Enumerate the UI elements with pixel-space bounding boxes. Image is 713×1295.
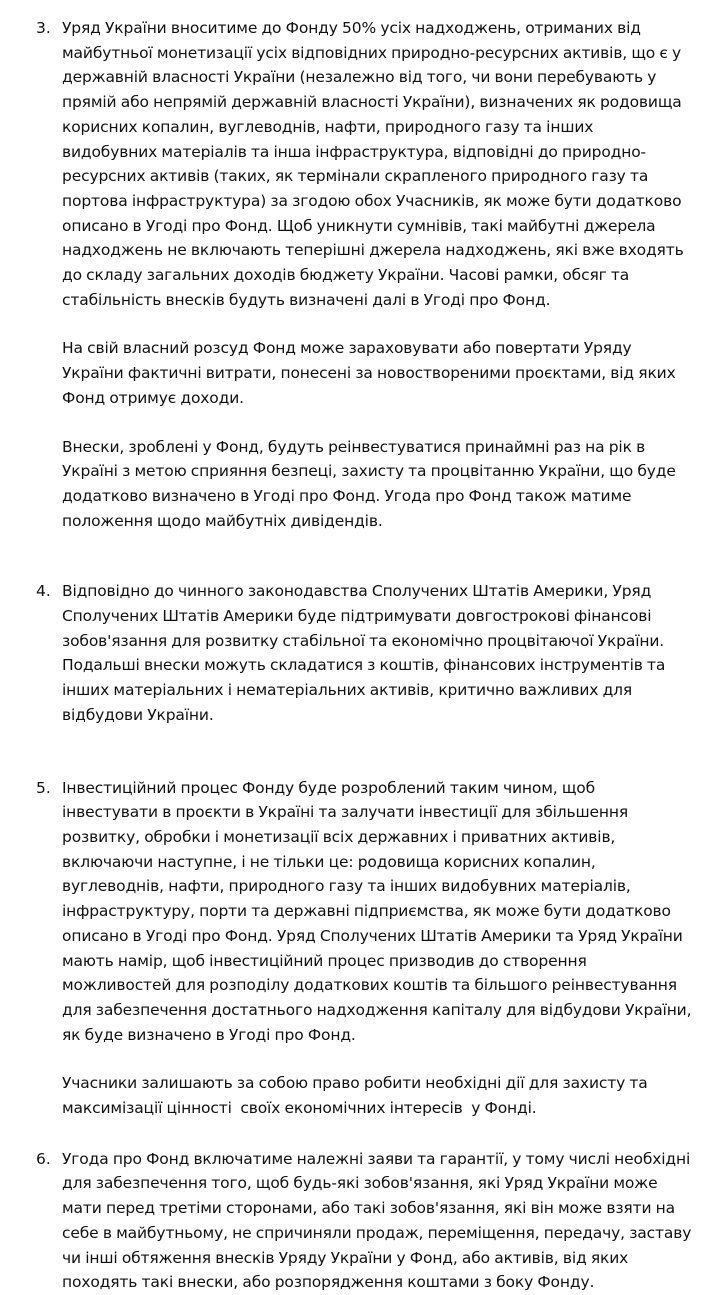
text-line: Учасники залишають за собою право робити необхідні дії для захисту та [62, 1074, 648, 1093]
text-line: відбудови України. [62, 705, 214, 724]
text-line: Угода про Фонд включатиме належні заяви та гарантії, у тому числі необхідні [62, 1149, 691, 1168]
text-line: до складу загальних доходів бюджету України. Часові рамки, обсяг та [62, 266, 630, 285]
text-line: Відповідно до чинного законодавства Сполучених Штатів Америки, Уряд [62, 582, 652, 601]
text-line: інших матеріальних і нематеріальних активів, критично важливих для [62, 681, 633, 700]
item-number: 6. [36, 1149, 51, 1168]
paragraph [62, 1071, 695, 1120]
text-line: Україні з метою сприяння безпеці, захисту та процвітанню України, що буде [62, 462, 676, 481]
paragraph [62, 579, 695, 727]
text-line: Подальші внески можуть складатися з коштів, фінансових інструментів та [62, 656, 666, 675]
text-line: розвитку, обробки і монетизації всіх державних і приватних активів, [62, 827, 616, 846]
text-line: На свій власний розсуд Фонд може зараховувати або повертати Уряду [62, 339, 632, 358]
text-line: вуглеводнів, нафти, природного газу та інших видобувних матеріалів, [62, 877, 631, 896]
text-line: себе в майбутньому, не спричиняли продаж, переміщення, передачу, заставу [62, 1223, 692, 1242]
text-line: можливостей для розподілу додаткових коштів та більшого реінвестування [62, 976, 677, 995]
text-line: додатково визначено в Угоді про Фонд. Угода про Фонд також матиме [62, 486, 632, 505]
text-line: прямій або непрямій державній власності України), визначених як родовища [62, 93, 682, 112]
text-line: портова інфраструктура) за згодою обох Учасників, як може бути додатково [62, 191, 682, 210]
text-line: максимізації цінності своїх економічних інтересів у Фонді. [62, 1099, 537, 1118]
paragraph [62, 336, 695, 410]
text-line: для забезпечення того, щоб будь-які зобов'язання, які Уряд України може [62, 1174, 658, 1193]
item-number: 3. [36, 19, 51, 37]
text-line: надходжень не включають теперішні джерела надходжень, які вже входять [62, 241, 684, 260]
list-item-5 [0, 776, 713, 1121]
text-line: Сполучених Штатів Америки буде підтримувати довгострокові фінансові [62, 607, 652, 626]
text-line: описано в Угоді про Фонд. Уряд Сполучених Штатів Америки та Уряд України [62, 926, 683, 945]
list-item-3 [0, 16, 713, 533]
list-item-6 [0, 1147, 713, 1295]
text-line: мати перед третіми сторонами, або такі зобов'язання, які він може взяти на [62, 1199, 676, 1218]
text-line: походять такі внески, або розпорядження коштами з боку Фонду. [62, 1273, 595, 1292]
text-line: як буде визначено в Угоді про Фонд. [62, 1025, 356, 1044]
text-line: мають намір, щоб інвестиційний процес призводив до створення [62, 951, 587, 970]
paragraph-gap [62, 1047, 695, 1071]
paragraph [62, 1147, 695, 1295]
text-line: включаючи наступне, і не тільки це: родовища корисних копалин, [62, 852, 596, 871]
text-line: стабільність внесків будуть визначені далі в Угоді про Фонд. [62, 290, 551, 309]
text-line: чи інші обтяження внесків Уряду України у Фонд, або активів, від яких [62, 1248, 629, 1267]
text-line: державній власності України (незалежно від того, чи вони перебувають у [62, 68, 657, 87]
text-line: корисних копалин, вуглеводнів, нафти, природного газу та інших [62, 117, 594, 136]
text-line: інфраструктуру, порти та державні підприємства, як може бути додатково [62, 902, 671, 921]
paragraph-gap [62, 312, 695, 336]
text-line: описано в Угоді про Фонд. Щоб уникнути сумнівів, такі майбутні джерела [62, 216, 656, 235]
text-line: Внески, зроблені у Фонд, будуть реінвестуватися принаймні раз на рік в [62, 437, 646, 456]
text-line: видобувних матеріалів та інша інфраструктура, відповідні до природно- [62, 142, 646, 161]
text-line: ресурсних активів (таких, як термінали скрапленого природного газу та [62, 167, 649, 186]
text-line: майбутньої монетизації усіх відповідних природно-ресурсних активів, що є у [62, 43, 682, 62]
paragraph-gap [62, 411, 695, 435]
item-number: 4. [36, 582, 51, 601]
text-line: для забезпечення достатнього надходження капіталу для відбудови України, [62, 1000, 692, 1019]
paragraph [62, 776, 695, 1048]
text-line: зобов'язання для розвитку стабільної та економічно процвітаючої України. [62, 631, 665, 650]
text-line: Фонд отримує доходи. [62, 388, 244, 407]
text-line: Уряд України вноситиме до Фонду 50% усіх надходжень, отриманих від [62, 19, 641, 37]
text-line: Інвестиційний процес Фонду буде розроблений таким чином, щоб [62, 778, 596, 797]
list-item-4 [0, 579, 713, 727]
paragraph [62, 16, 695, 312]
item-number: 5. [36, 778, 51, 797]
text-line: положення щодо майбутніх дивідендів. [62, 511, 383, 530]
paragraph [62, 435, 695, 534]
text-line: інвестувати в проєкти в Україні та залучати інвестиції для збільшення [62, 803, 629, 822]
text-line: України фактичні витрати, понесені за новоствореними проєктами, від яких [62, 364, 676, 383]
